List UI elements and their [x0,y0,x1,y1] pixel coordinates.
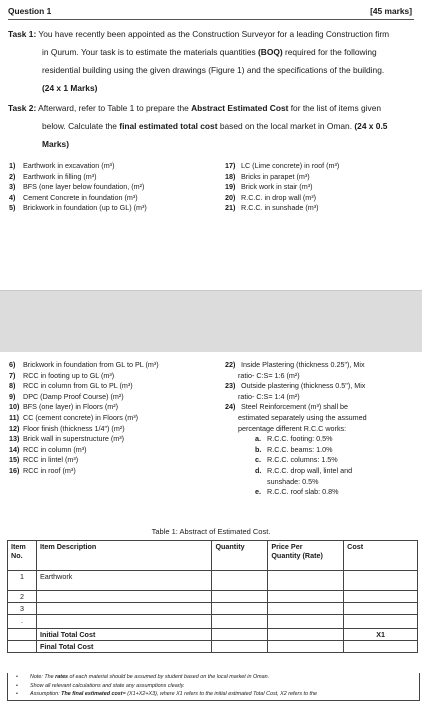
task-1-marks: (24 x 1 Marks) [42,83,98,93]
page-top [0,0,422,290]
task-2-final-cost: final estimated total cost [119,121,218,131]
task-2-line-1: Afterward, refer to Table 1 to prepare the [36,103,192,113]
list-item: 15) RCC in lintel (m³) [9,455,79,465]
sub-item: a. R.C.C. footing: 0.5% [255,434,333,444]
list-item-continued: estimated separately using the assumed [238,412,367,422]
initial-total-row [8,629,418,641]
table-row: 1 Earthwork [8,571,418,591]
list-item: 24) Steel Reinforcement (m³) shall be [225,402,349,412]
header-cost: Cost [344,541,418,571]
note-item: • Assumption: The final estimated cost= (X1+X2+X3), where X1 refers to the initial estimated Total Cost, X2 refers to the [16,691,318,698]
task-2-marks-end: Marks) [42,139,69,149]
list-item: 3) BFS (one layer below foundation, (m²) [9,182,145,192]
task-1-line-2b: required for the following [282,47,377,57]
list-item: 14) RCC in column (m³) [9,444,87,454]
task-2-marks: (24 x 0.5 [354,121,388,131]
header-divider [8,19,414,20]
items-list-left-b [9,360,159,477]
list-item: 5) Brickwork in foundation (up to GL) (m³) [9,203,147,213]
task-1-line-2: in Qurum. Your task is to estimate the materials quantities [42,47,258,57]
table-header-row [8,541,418,571]
page-break-line [0,290,422,291]
sub-item: e. R.C.C. roof slab: 0.8% [255,487,339,497]
list-item: 23) Outside plastering (thickness 0.5"), Mix [225,381,366,391]
task-2-abstract-cost: Abstract Estimated Cost [191,103,289,113]
list-item: 4) Cement Concrete in foundation (m³) [9,192,138,202]
table-row: . [8,615,418,629]
note-item: • Note: The rates of each material should be assumed by student based on the local market in Oman. [16,674,270,680]
task-2 [8,99,414,153]
list-item-continued: ratio- C:S= 1:6 (m²) [238,370,300,380]
table-notes [7,673,420,701]
list-item: 8) RCC in column from GL to PL (m³) [9,381,133,391]
list-item-continued: percentage different R.C.C works: [238,423,347,433]
header-item-no: Item No. [8,541,37,571]
task-1-boq: (BOQ) [258,47,283,57]
sub-item: d. R.C.C. drop wall, lintel and [255,465,353,475]
list-item: 6) Brickwork in foundation from GL to PL (m³) [9,360,159,369]
task-2-label: Task 2: [8,103,37,113]
task-2-line-2: below. Calculate the [42,121,120,131]
list-item: 19) Brick work in stair (m³) [225,182,313,192]
list-item: 13) Brick wall in superstructure (m³) [9,434,125,444]
table-caption: Table 1: Abstract of Estimated Cost. [151,527,271,536]
header-description: Item Description [36,541,211,571]
items-list-right-b [225,360,367,498]
question-title: Question 1 [8,6,52,16]
list-item: 20) R.C.C. in drop wall (m³) [225,192,317,202]
bullet-icon: • [16,674,18,680]
final-total-row [8,641,418,653]
list-item: 7) RCC in footing up to GL (m³) [9,370,115,380]
list-item: 2) Earthwork in filling (m³) [9,171,97,181]
note-item: • Show all relevant calculations and state any assumptions clearly. [16,682,185,689]
list-item: 10) BFS (one layer) in Floors (m²) [9,402,119,412]
header-rate: Price Per Quantity (Rate) [268,541,344,571]
header-quantity: Quantity [212,541,268,571]
table-row: 3 [8,603,418,615]
sub-item: c. R.C.C. columns: 1.5% [255,455,338,465]
final-total-label: Final Total Cost [36,641,211,653]
initial-total-value: X1 [344,629,418,641]
bullet-icon: • [16,682,18,689]
task-2-line-2c: based on the local market in Oman. [217,121,355,131]
task-2-line-1c: for the list of items given [288,103,382,113]
initial-total-label: Initial Total Cost [36,629,211,641]
list-item: 11) CC (cement concrete) in Floors (m³) [9,412,139,422]
abstract-cost-table [7,540,418,653]
list-item: 18) Bricks in parapet (m³) [225,171,310,181]
task-1-line-1: You have recently been appointed as the Construction Surveyor for a leading Construction firm [36,29,390,39]
items-list-left-a [9,161,147,214]
list-item: 12) Floor finish (thickness 1/4") (m²) [9,423,125,433]
task-1 [8,25,414,97]
items-list-right-a [225,161,339,214]
task-1-line-3: residential building using the given drawings (Figure 1) and the specifications of the building. [42,65,385,75]
task-1-label: Task 1: [8,29,37,39]
bullet-icon: • [16,691,18,698]
list-item: 17) LC (Lime concrete) in roof (m³) [225,161,340,170]
page-break [0,290,422,352]
list-item: 9) DPC (Damp Proof Course) (m²) [9,391,124,401]
question-header [8,6,414,22]
list-item: 16) RCC in roof (m³) [9,465,76,475]
page-bottom [0,352,422,700]
list-item: 22) Inside Plastering (thickness 0.25"), Mix [225,360,365,369]
list-item-continued: ratio- C:S= 1:4 (m²) [238,391,300,401]
list-item: 21) R.C.C. in sunshade (m³) [225,203,319,213]
sub-item: sunshade: 0.5% [267,476,319,486]
list-item: 1) Earthwork in excavation (m³) [9,161,115,170]
table-row: 2 [8,591,418,603]
sub-item: b. R.C.C. beams: 1.0% [255,444,333,454]
question-marks: [45 marks] [370,6,412,16]
